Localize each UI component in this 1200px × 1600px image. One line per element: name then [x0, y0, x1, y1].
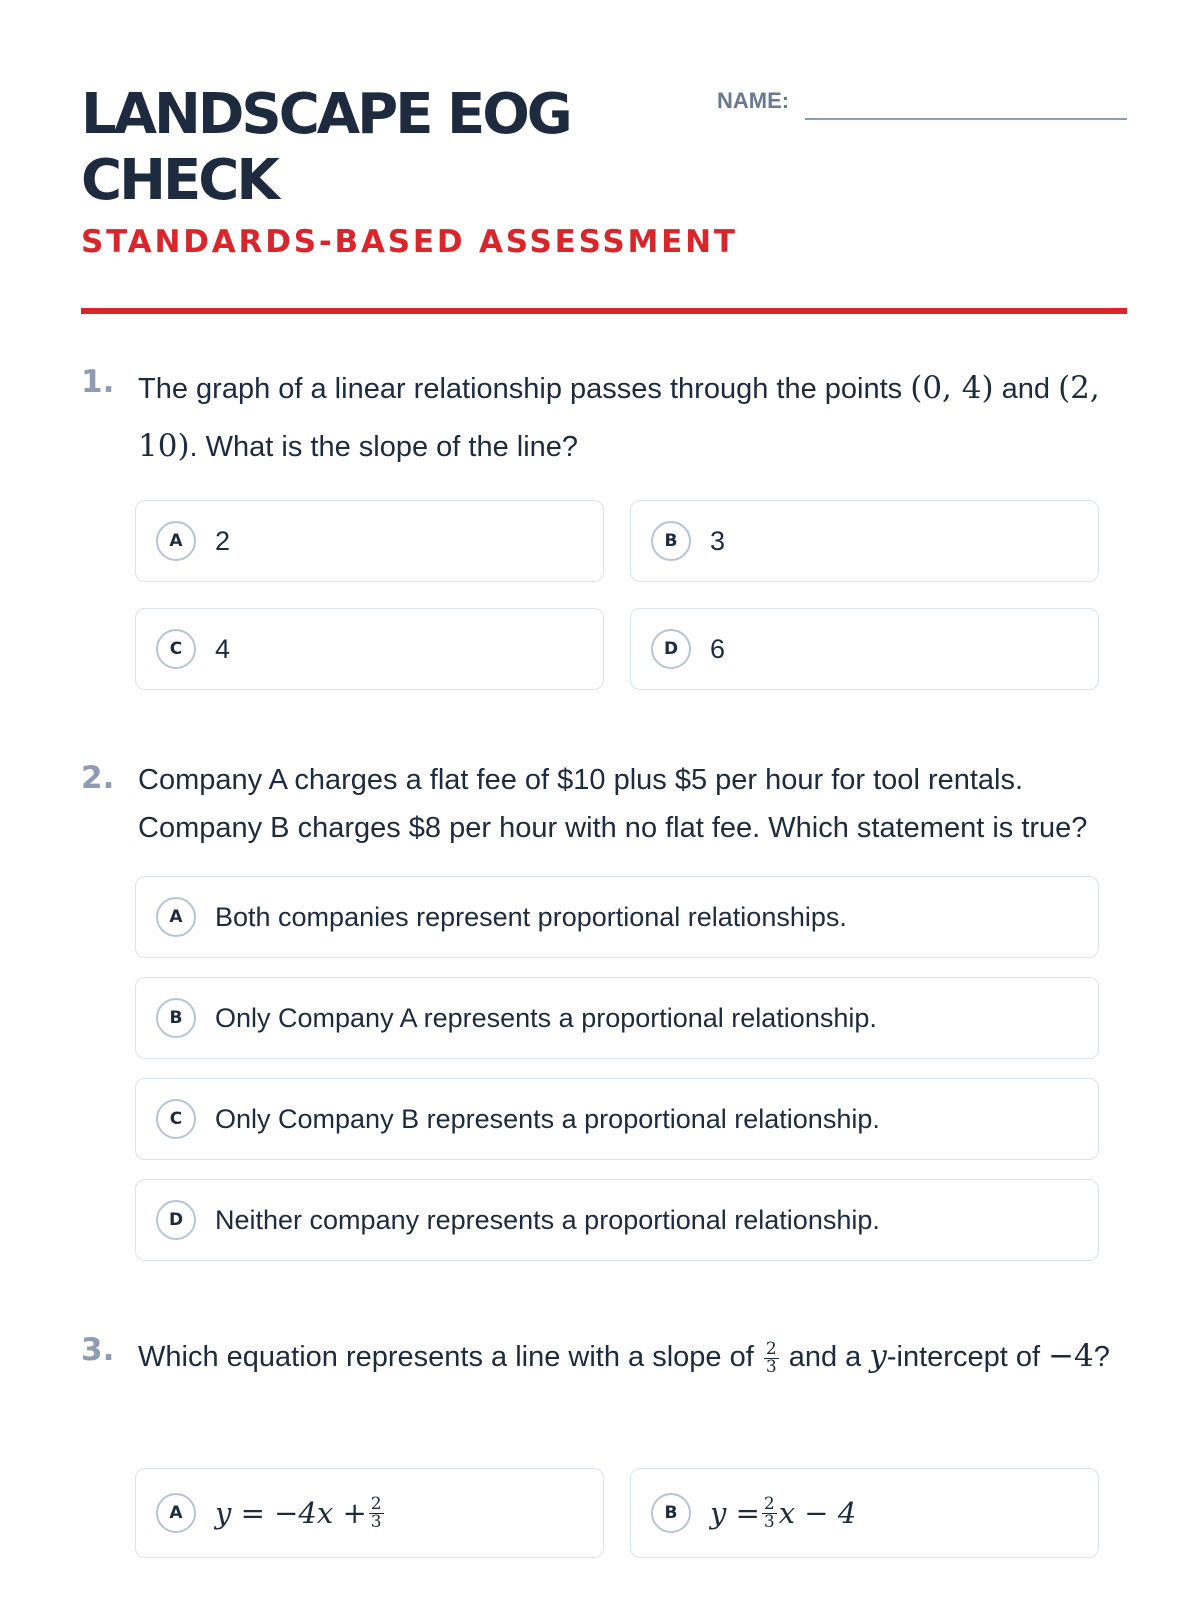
choice-d[interactable]: [630, 608, 1099, 690]
fraction: $\frac{2}{3}$: [763, 1493, 775, 1532]
choice-b[interactable]: [135, 977, 1099, 1059]
name-label: NAME:: [717, 88, 790, 113]
choice-text: Neither company represents a proportional relationship.: [215, 1205, 880, 1235]
choice-text: Only Company A represents a proportional relationship.: [215, 1003, 877, 1033]
choice-letter-badge: D: [156, 1200, 196, 1240]
choice-a[interactable]: [135, 876, 1099, 958]
choice-letter-badge: B: [651, 1493, 691, 1533]
choice-letter-badge: C: [156, 629, 196, 669]
question-3: [81, 1332, 1127, 1600]
question-number: 3.: [81, 1332, 115, 1368]
choice-b[interactable]: [630, 1468, 1099, 1558]
choice-a[interactable]: [135, 1468, 604, 1558]
choice-text: 6: [710, 634, 726, 664]
choice-letter-badge: D: [651, 629, 691, 669]
fraction: $\frac{2}{3}$: [370, 1493, 382, 1532]
choice-letter-badge: A: [156, 897, 196, 937]
choice-text: 4: [215, 634, 231, 664]
question-number: 1.: [81, 364, 115, 400]
page-title: LANDSCAPE EOG CHECK: [81, 82, 570, 213]
choice-d[interactable]: [135, 1179, 1099, 1261]
worksheet-page: [81, 0, 1127, 1600]
choice-text: Both companies represent proportional relationships.: [215, 902, 847, 932]
page-subtitle: STANDARDS-BASED ASSESSMENT: [81, 224, 738, 260]
choice-letter-badge: B: [156, 998, 196, 1038]
choice-b[interactable]: [630, 500, 1099, 582]
choice-letter-badge: A: [156, 1493, 196, 1533]
choice-letter-badge: C: [156, 1099, 196, 1139]
question-text: Which equation represents a line with a slope of $\frac{2}{3}$ and a y-intercept of −4?: [138, 1338, 1110, 1377]
choice-c[interactable]: [135, 608, 604, 690]
choice-letter-badge: A: [156, 521, 196, 561]
choice-equation: y = −4x + $\frac{2}{3}$: [215, 1493, 382, 1532]
name-field[interactable]: [805, 118, 1127, 120]
fraction: $\frac{2}{3}$: [765, 1338, 777, 1377]
worksheet-header: [81, 82, 1127, 322]
choice-letter-badge: B: [651, 521, 691, 561]
question-1: [81, 364, 1127, 694]
question-2: [81, 760, 1127, 1260]
choice-text: 3: [710, 526, 726, 556]
choice-text: 2: [215, 526, 231, 556]
choice-a[interactable]: [135, 500, 604, 582]
question-text: Company A charges a flat fee of $10 plus $5 per hour for tool rentals. Company B charges $8 per hour with no flat fee. Which statement is true?: [138, 764, 1088, 844]
header-divider: [81, 308, 1127, 314]
question-text: The graph of a linear relationship passes through the points (0, 4) and (2, 10). What is the slope of the line?: [138, 370, 1100, 464]
choice-equation: y = $\frac{2}{3}$ x − 4: [710, 1493, 857, 1532]
question-number: 2.: [81, 760, 115, 796]
choice-c[interactable]: [135, 1078, 1099, 1160]
choice-text: Only Company B represents a proportional relationship.: [215, 1104, 880, 1134]
